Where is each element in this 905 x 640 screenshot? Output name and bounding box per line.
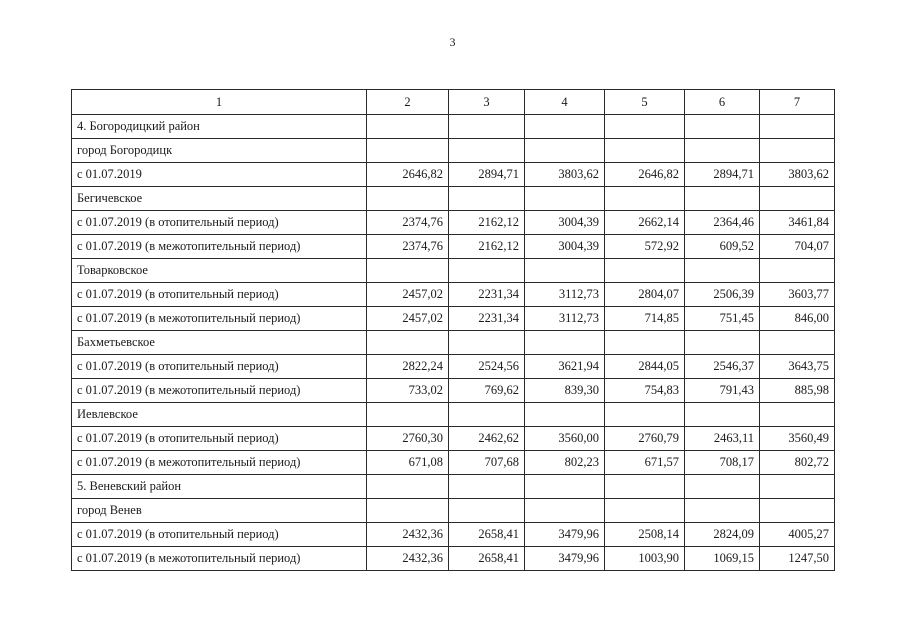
tariff-value-cell bbox=[605, 331, 685, 355]
tariff-value-cell: 3803,62 bbox=[525, 163, 605, 187]
tariff-value-cell: 2432,36 bbox=[367, 547, 449, 571]
tariff-value-cell bbox=[449, 139, 525, 163]
tariff-value-cell: 2162,12 bbox=[449, 211, 525, 235]
tariff-value-cell bbox=[760, 403, 835, 427]
tariff-value-cell: 733,02 bbox=[367, 379, 449, 403]
tariff-value-cell bbox=[367, 475, 449, 499]
tariff-value-cell bbox=[449, 187, 525, 211]
row-label: 5. Веневский район bbox=[72, 475, 367, 499]
row-label: Иевлевское bbox=[72, 403, 367, 427]
tariff-value-cell bbox=[525, 331, 605, 355]
row-label: с 01.07.2019 (в межотопительный период) bbox=[72, 235, 367, 259]
tariff-value-cell: 3461,84 bbox=[760, 211, 835, 235]
tariff-value-cell bbox=[760, 499, 835, 523]
tariff-value-cell: 802,23 bbox=[525, 451, 605, 475]
tariff-value-cell bbox=[367, 115, 449, 139]
tariff-value-cell bbox=[449, 115, 525, 139]
tariff-value-cell bbox=[449, 259, 525, 283]
tariff-value-cell bbox=[605, 475, 685, 499]
tariff-value-cell: 2457,02 bbox=[367, 283, 449, 307]
row-label: с 01.07.2019 (в отопительный период) bbox=[72, 211, 367, 235]
tariff-value-cell bbox=[685, 499, 760, 523]
column-header: 6 bbox=[685, 90, 760, 115]
tariff-value-cell: 2658,41 bbox=[449, 547, 525, 571]
tariff-value-cell: 2506,39 bbox=[685, 283, 760, 307]
tariff-value-cell: 2760,79 bbox=[605, 427, 685, 451]
column-header: 1 bbox=[72, 90, 367, 115]
tariff-value-cell: 708,17 bbox=[685, 451, 760, 475]
row-label: с 01.07.2019 (в межотопительный период) bbox=[72, 307, 367, 331]
tariff-value-cell: 704,07 bbox=[760, 235, 835, 259]
tariff-value-cell bbox=[605, 403, 685, 427]
tariff-value-cell bbox=[760, 331, 835, 355]
column-header: 3 bbox=[449, 90, 525, 115]
tariff-value-cell: 707,68 bbox=[449, 451, 525, 475]
table-body bbox=[72, 90, 835, 571]
tariff-value-cell bbox=[367, 139, 449, 163]
tariff-value-cell bbox=[760, 115, 835, 139]
tariff-value-cell bbox=[367, 187, 449, 211]
tariff-value-cell bbox=[525, 403, 605, 427]
tariff-value-cell: 2646,82 bbox=[367, 163, 449, 187]
tariff-value-cell bbox=[449, 499, 525, 523]
table-row bbox=[72, 163, 835, 187]
table-row bbox=[72, 331, 835, 355]
tariff-value-cell bbox=[685, 331, 760, 355]
row-label: с 01.07.2019 (в отопительный период) bbox=[72, 523, 367, 547]
tariff-value-cell: 2760,30 bbox=[367, 427, 449, 451]
tariff-value-cell bbox=[525, 259, 605, 283]
tariff-value-cell: 2822,24 bbox=[367, 355, 449, 379]
tariff-value-cell: 3112,73 bbox=[525, 283, 605, 307]
tariff-value-cell: 3643,75 bbox=[760, 355, 835, 379]
tariff-value-cell bbox=[367, 259, 449, 283]
tariff-value-cell bbox=[449, 403, 525, 427]
tariff-value-cell bbox=[760, 259, 835, 283]
tariff-value-cell: 3621,94 bbox=[525, 355, 605, 379]
tariff-value-cell: 2231,34 bbox=[449, 307, 525, 331]
row-label: 4. Богородицкий район bbox=[72, 115, 367, 139]
row-label: с 01.07.2019 bbox=[72, 163, 367, 187]
tariff-value-cell bbox=[685, 139, 760, 163]
tariff-value-cell: 769,62 bbox=[449, 379, 525, 403]
tariff-value-cell bbox=[760, 139, 835, 163]
tariff-value-cell bbox=[685, 259, 760, 283]
tariff-value-cell bbox=[685, 475, 760, 499]
tariff-value-cell: 671,57 bbox=[605, 451, 685, 475]
table-row bbox=[72, 427, 835, 451]
tariff-value-cell: 751,45 bbox=[685, 307, 760, 331]
tariff-value-cell: 609,52 bbox=[685, 235, 760, 259]
tariff-value-cell: 1247,50 bbox=[760, 547, 835, 571]
tariff-value-cell: 802,72 bbox=[760, 451, 835, 475]
tariff-value-cell: 3603,77 bbox=[760, 283, 835, 307]
tariff-value-cell bbox=[685, 115, 760, 139]
tariff-value-cell bbox=[525, 475, 605, 499]
table-row bbox=[72, 187, 835, 211]
tariff-value-cell: 2462,62 bbox=[449, 427, 525, 451]
tariff-value-cell bbox=[525, 139, 605, 163]
column-header: 2 bbox=[367, 90, 449, 115]
tariff-value-cell: 2844,05 bbox=[605, 355, 685, 379]
tariff-value-cell: 2524,56 bbox=[449, 355, 525, 379]
row-label: с 01.07.2019 (в межотопительный период) bbox=[72, 547, 367, 571]
tariff-value-cell bbox=[525, 499, 605, 523]
row-label: с 01.07.2019 (в межотопительный период) bbox=[72, 451, 367, 475]
row-label: с 01.07.2019 (в отопительный период) bbox=[72, 283, 367, 307]
tariff-value-cell bbox=[367, 499, 449, 523]
tariff-value-cell: 1003,90 bbox=[605, 547, 685, 571]
row-label: с 01.07.2019 (в отопительный период) bbox=[72, 427, 367, 451]
tariff-value-cell: 3560,49 bbox=[760, 427, 835, 451]
tariff-value-cell: 2658,41 bbox=[449, 523, 525, 547]
table-row bbox=[72, 475, 835, 499]
column-header: 5 bbox=[605, 90, 685, 115]
tariff-value-cell: 2374,76 bbox=[367, 211, 449, 235]
table-row bbox=[72, 139, 835, 163]
row-label: с 01.07.2019 (в отопительный период) bbox=[72, 355, 367, 379]
tariff-value-cell: 2546,37 bbox=[685, 355, 760, 379]
tariff-value-cell: 846,00 bbox=[760, 307, 835, 331]
tariff-value-cell bbox=[760, 475, 835, 499]
row-label: Бегичевское bbox=[72, 187, 367, 211]
tariff-value-cell: 2894,71 bbox=[449, 163, 525, 187]
tariff-value-cell: 2894,71 bbox=[685, 163, 760, 187]
row-label: город Венев bbox=[72, 499, 367, 523]
tariff-value-cell: 2463,11 bbox=[685, 427, 760, 451]
tariff-value-cell: 2824,09 bbox=[685, 523, 760, 547]
tariff-value-cell: 2646,82 bbox=[605, 163, 685, 187]
tariff-value-cell bbox=[760, 187, 835, 211]
table-row bbox=[72, 403, 835, 427]
table-row bbox=[72, 211, 835, 235]
tariff-value-cell: 3479,96 bbox=[525, 523, 605, 547]
tariff-value-cell: 3560,00 bbox=[525, 427, 605, 451]
tariff-value-cell bbox=[525, 115, 605, 139]
tariff-value-cell: 3479,96 bbox=[525, 547, 605, 571]
tariff-value-cell bbox=[367, 331, 449, 355]
table-row bbox=[72, 547, 835, 571]
tariff-value-cell: 3004,39 bbox=[525, 235, 605, 259]
tariff-value-cell bbox=[605, 139, 685, 163]
tariff-value-cell: 2457,02 bbox=[367, 307, 449, 331]
row-label: с 01.07.2019 (в межотопительный период) bbox=[72, 379, 367, 403]
tariff-value-cell bbox=[449, 331, 525, 355]
column-header: 4 bbox=[525, 90, 605, 115]
tariff-value-cell bbox=[605, 187, 685, 211]
table-row bbox=[72, 307, 835, 331]
tariff-value-cell: 754,83 bbox=[605, 379, 685, 403]
tariff-value-cell: 839,30 bbox=[525, 379, 605, 403]
column-header: 7 bbox=[760, 90, 835, 115]
page-number: 3 bbox=[449, 35, 456, 49]
row-label: Товарковское bbox=[72, 259, 367, 283]
tariff-value-cell: 2231,34 bbox=[449, 283, 525, 307]
tariff-value-cell: 3004,39 bbox=[525, 211, 605, 235]
tariff-value-cell: 1069,15 bbox=[685, 547, 760, 571]
table-row bbox=[72, 283, 835, 307]
tariff-value-cell: 2662,14 bbox=[605, 211, 685, 235]
tariff-value-cell bbox=[605, 115, 685, 139]
tariff-value-cell: 2374,76 bbox=[367, 235, 449, 259]
table-row bbox=[72, 451, 835, 475]
tariff-value-cell: 671,08 bbox=[367, 451, 449, 475]
tariff-value-cell: 2162,12 bbox=[449, 235, 525, 259]
tariff-value-cell bbox=[449, 475, 525, 499]
row-label: город Богородицк bbox=[72, 139, 367, 163]
table-row bbox=[72, 259, 835, 283]
tariff-value-cell: 3803,62 bbox=[760, 163, 835, 187]
tariff-value-cell bbox=[367, 403, 449, 427]
tariff-table bbox=[71, 89, 835, 571]
tariff-value-cell: 2364,46 bbox=[685, 211, 760, 235]
table-row bbox=[72, 379, 835, 403]
tariff-value-cell: 4005,27 bbox=[760, 523, 835, 547]
tariff-value-cell bbox=[685, 403, 760, 427]
tariff-value-cell: 3112,73 bbox=[525, 307, 605, 331]
tariff-value-cell: 791,43 bbox=[685, 379, 760, 403]
tariff-value-cell: 572,92 bbox=[605, 235, 685, 259]
tariff-value-cell: 2804,07 bbox=[605, 283, 685, 307]
tariff-value-cell: 2508,14 bbox=[605, 523, 685, 547]
table-row bbox=[72, 355, 835, 379]
tariff-value-cell bbox=[605, 499, 685, 523]
table-row bbox=[72, 523, 835, 547]
tariff-value-cell bbox=[605, 259, 685, 283]
tariff-value-cell bbox=[685, 187, 760, 211]
table-row bbox=[72, 115, 835, 139]
table-header-row bbox=[72, 90, 835, 115]
tariff-value-cell: 885,98 bbox=[760, 379, 835, 403]
row-label: Бахметьевское bbox=[72, 331, 367, 355]
table-row bbox=[72, 235, 835, 259]
tariff-value-cell bbox=[525, 187, 605, 211]
tariff-value-cell: 714,85 bbox=[605, 307, 685, 331]
tariff-value-cell: 2432,36 bbox=[367, 523, 449, 547]
table-row bbox=[72, 499, 835, 523]
